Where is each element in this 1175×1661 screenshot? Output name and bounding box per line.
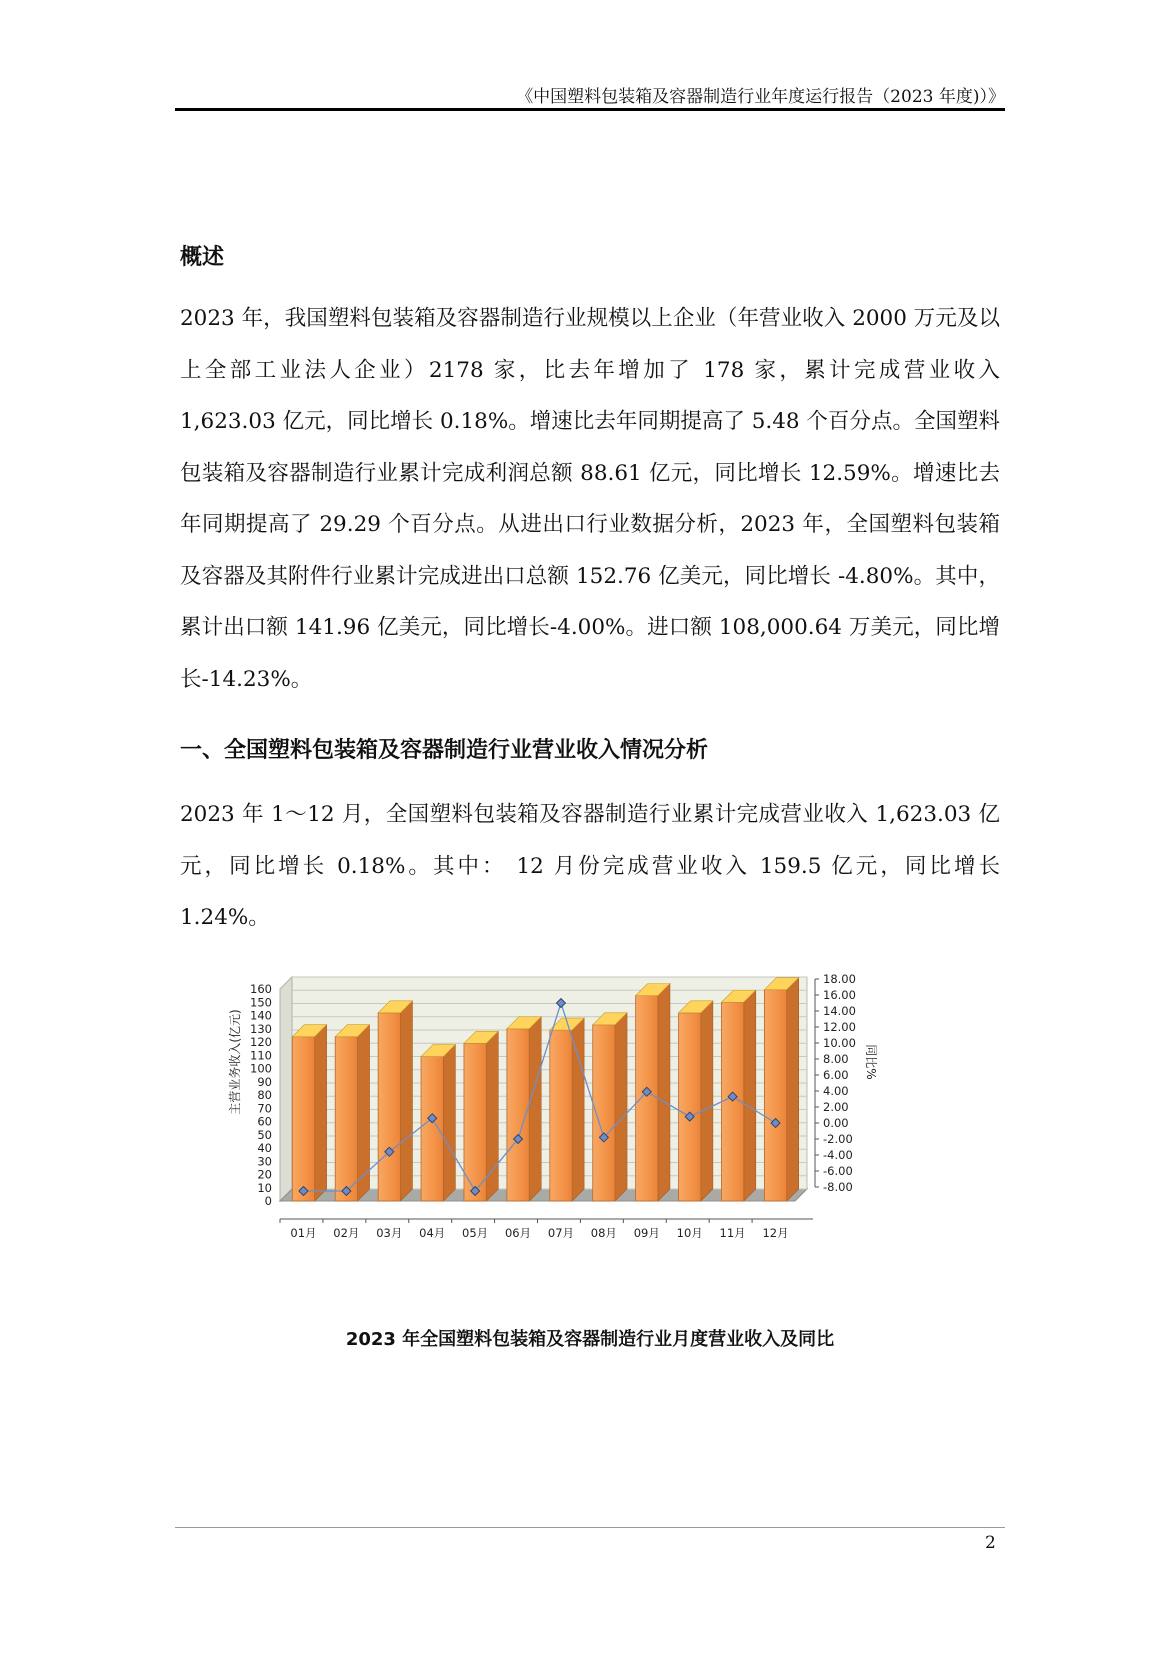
bar — [378, 1013, 400, 1201]
y-tick-label-right: -2.00 — [823, 1132, 853, 1146]
page-number: 2 — [985, 1533, 996, 1553]
chart-side-wall — [280, 977, 292, 1201]
y-tick-label-left: 40 — [257, 1141, 272, 1155]
bar-side — [615, 1013, 627, 1201]
bar — [636, 996, 658, 1201]
section-1-heading: 一、全国塑料包装箱及容器制造行业营业收入情况分析 — [180, 737, 709, 763]
y-tick-label-right: 6.00 — [823, 1068, 849, 1082]
bar-side — [744, 990, 756, 1201]
bar-side — [529, 1017, 541, 1201]
overview-paragraph: 2023 年，我国塑料包装箱及容器制造行业规模以上企业（年营业收入 2000 万元及以上全部工业法人企业）2178 家，比去年增加了 178 家，累计完成营业收入 1,623.03 亿元，同比增长 0.18%。增速比去年同期提高了 5.48 个百分点。全国塑料包装箱及容器制造行业累计完成利润总额 88.61 亿元，同比增长 12.59%。增速比去年同期提高了 29.29 个百分点。从进出口行业数据分析，2023 年，全国塑料包装箱及容器及其附件行业累计完成进出口总额 152.76 亿美元，同比增长 -4.80%。其中，累计出口额 141.96 亿美元，同比增长-4.00%。进口额 108,000.64 万美元，同比增长-14.23%。 — [180, 306, 1000, 692]
footer-divider — [175, 1527, 1005, 1528]
bar-side — [701, 1001, 713, 1201]
y-tick-label-right: 2.00 — [823, 1100, 849, 1114]
bar — [335, 1037, 357, 1201]
x-tick-label: 10月 — [676, 1226, 703, 1240]
y-tick-label-left: 0 — [264, 1194, 272, 1208]
y-tick-label-left: 30 — [257, 1154, 272, 1169]
overview-heading: 概述 — [180, 244, 225, 270]
bar — [421, 1057, 443, 1201]
bar — [679, 1013, 701, 1201]
header-divider — [175, 108, 1005, 111]
y-tick-label-left: 20 — [257, 1167, 272, 1182]
revenue-chart — [228, 972, 955, 1315]
y-tick-label-right: 8.00 — [823, 1052, 849, 1066]
y-tick-label-right: -6.00 — [823, 1164, 853, 1178]
y-tick-label-left: 110 — [250, 1048, 272, 1063]
y-tick-label-left: 120 — [250, 1035, 272, 1049]
x-tick-label: 11月 — [719, 1226, 746, 1240]
y-axis-label-right: 同比% — [864, 1044, 878, 1080]
y-tick-label-right: 4.00 — [823, 1084, 849, 1098]
y-tick-label-right: -8.00 — [823, 1180, 853, 1194]
x-tick-label: 06月 — [504, 1226, 532, 1240]
bar-side — [315, 1025, 327, 1201]
y-tick-label-left: 90 — [257, 1074, 272, 1089]
y-tick-label-right: 14.00 — [823, 1004, 856, 1018]
y-tick-label-left: 10 — [257, 1180, 272, 1195]
x-tick-label: 01月 — [290, 1226, 317, 1240]
y-tick-label-right: 12.00 — [823, 1020, 856, 1034]
y-tick-label-right: 10.00 — [823, 1036, 856, 1050]
y-tick-label-right: 18.00 — [823, 972, 856, 986]
x-tick-label: 08月 — [590, 1226, 617, 1240]
bar — [550, 1030, 572, 1201]
section-1-paragraph: 2023 年 1～12 月，全国塑料包装箱及容器制造行业累计完成营业收入 1,623.03 亿元，同比增长 0.18%。其中： 12 月份完成营业收入 159.5 亿元，同比增长 1.24%。 — [180, 802, 1000, 930]
y-tick-label-right: -4.00 — [823, 1148, 853, 1162]
x-tick-label: 05月 — [462, 1226, 489, 1240]
revenue-chart-svg — [228, 972, 955, 1315]
y-tick-label-right: 16.00 — [823, 988, 856, 1002]
y-tick-label-left: 160 — [250, 982, 272, 996]
y-tick-label-left: 100 — [250, 1061, 272, 1076]
x-tick-label: 07月 — [547, 1226, 575, 1240]
x-tick-label: 03月 — [376, 1226, 403, 1240]
y-tick-label-left: 80 — [257, 1088, 272, 1102]
bar-side — [443, 1045, 455, 1201]
x-tick-label: 09月 — [633, 1226, 660, 1240]
y-tick-label-left: 70 — [257, 1101, 272, 1116]
bar — [764, 990, 786, 1201]
bar-side — [658, 984, 670, 1201]
y-tick-label-left: 150 — [250, 995, 272, 1010]
x-tick-label: 12月 — [762, 1226, 789, 1240]
report-header-title: 《中国塑料包装箱及容器制造行业年度运行报告（2023 年度)）》 — [516, 87, 1005, 107]
y-tick-label-left: 50 — [257, 1127, 272, 1142]
y-tick-label-left: 130 — [250, 1021, 272, 1036]
x-tick-label: 02月 — [333, 1226, 360, 1240]
y-tick-label-left: 140 — [250, 1008, 272, 1023]
y-tick-label-left: 60 — [257, 1114, 272, 1129]
y-axis-label-left: 主营业务收入(亿元) — [228, 1009, 242, 1115]
bar-side — [400, 1001, 412, 1201]
bar-side — [787, 978, 799, 1201]
bar — [292, 1037, 314, 1201]
chart-caption: 2023 年全国塑料包装箱及容器制造行业月度营业收入及同比 — [345, 1329, 835, 1350]
x-tick-label: 04月 — [419, 1226, 446, 1240]
y-tick-label-right: 0.00 — [823, 1116, 849, 1130]
